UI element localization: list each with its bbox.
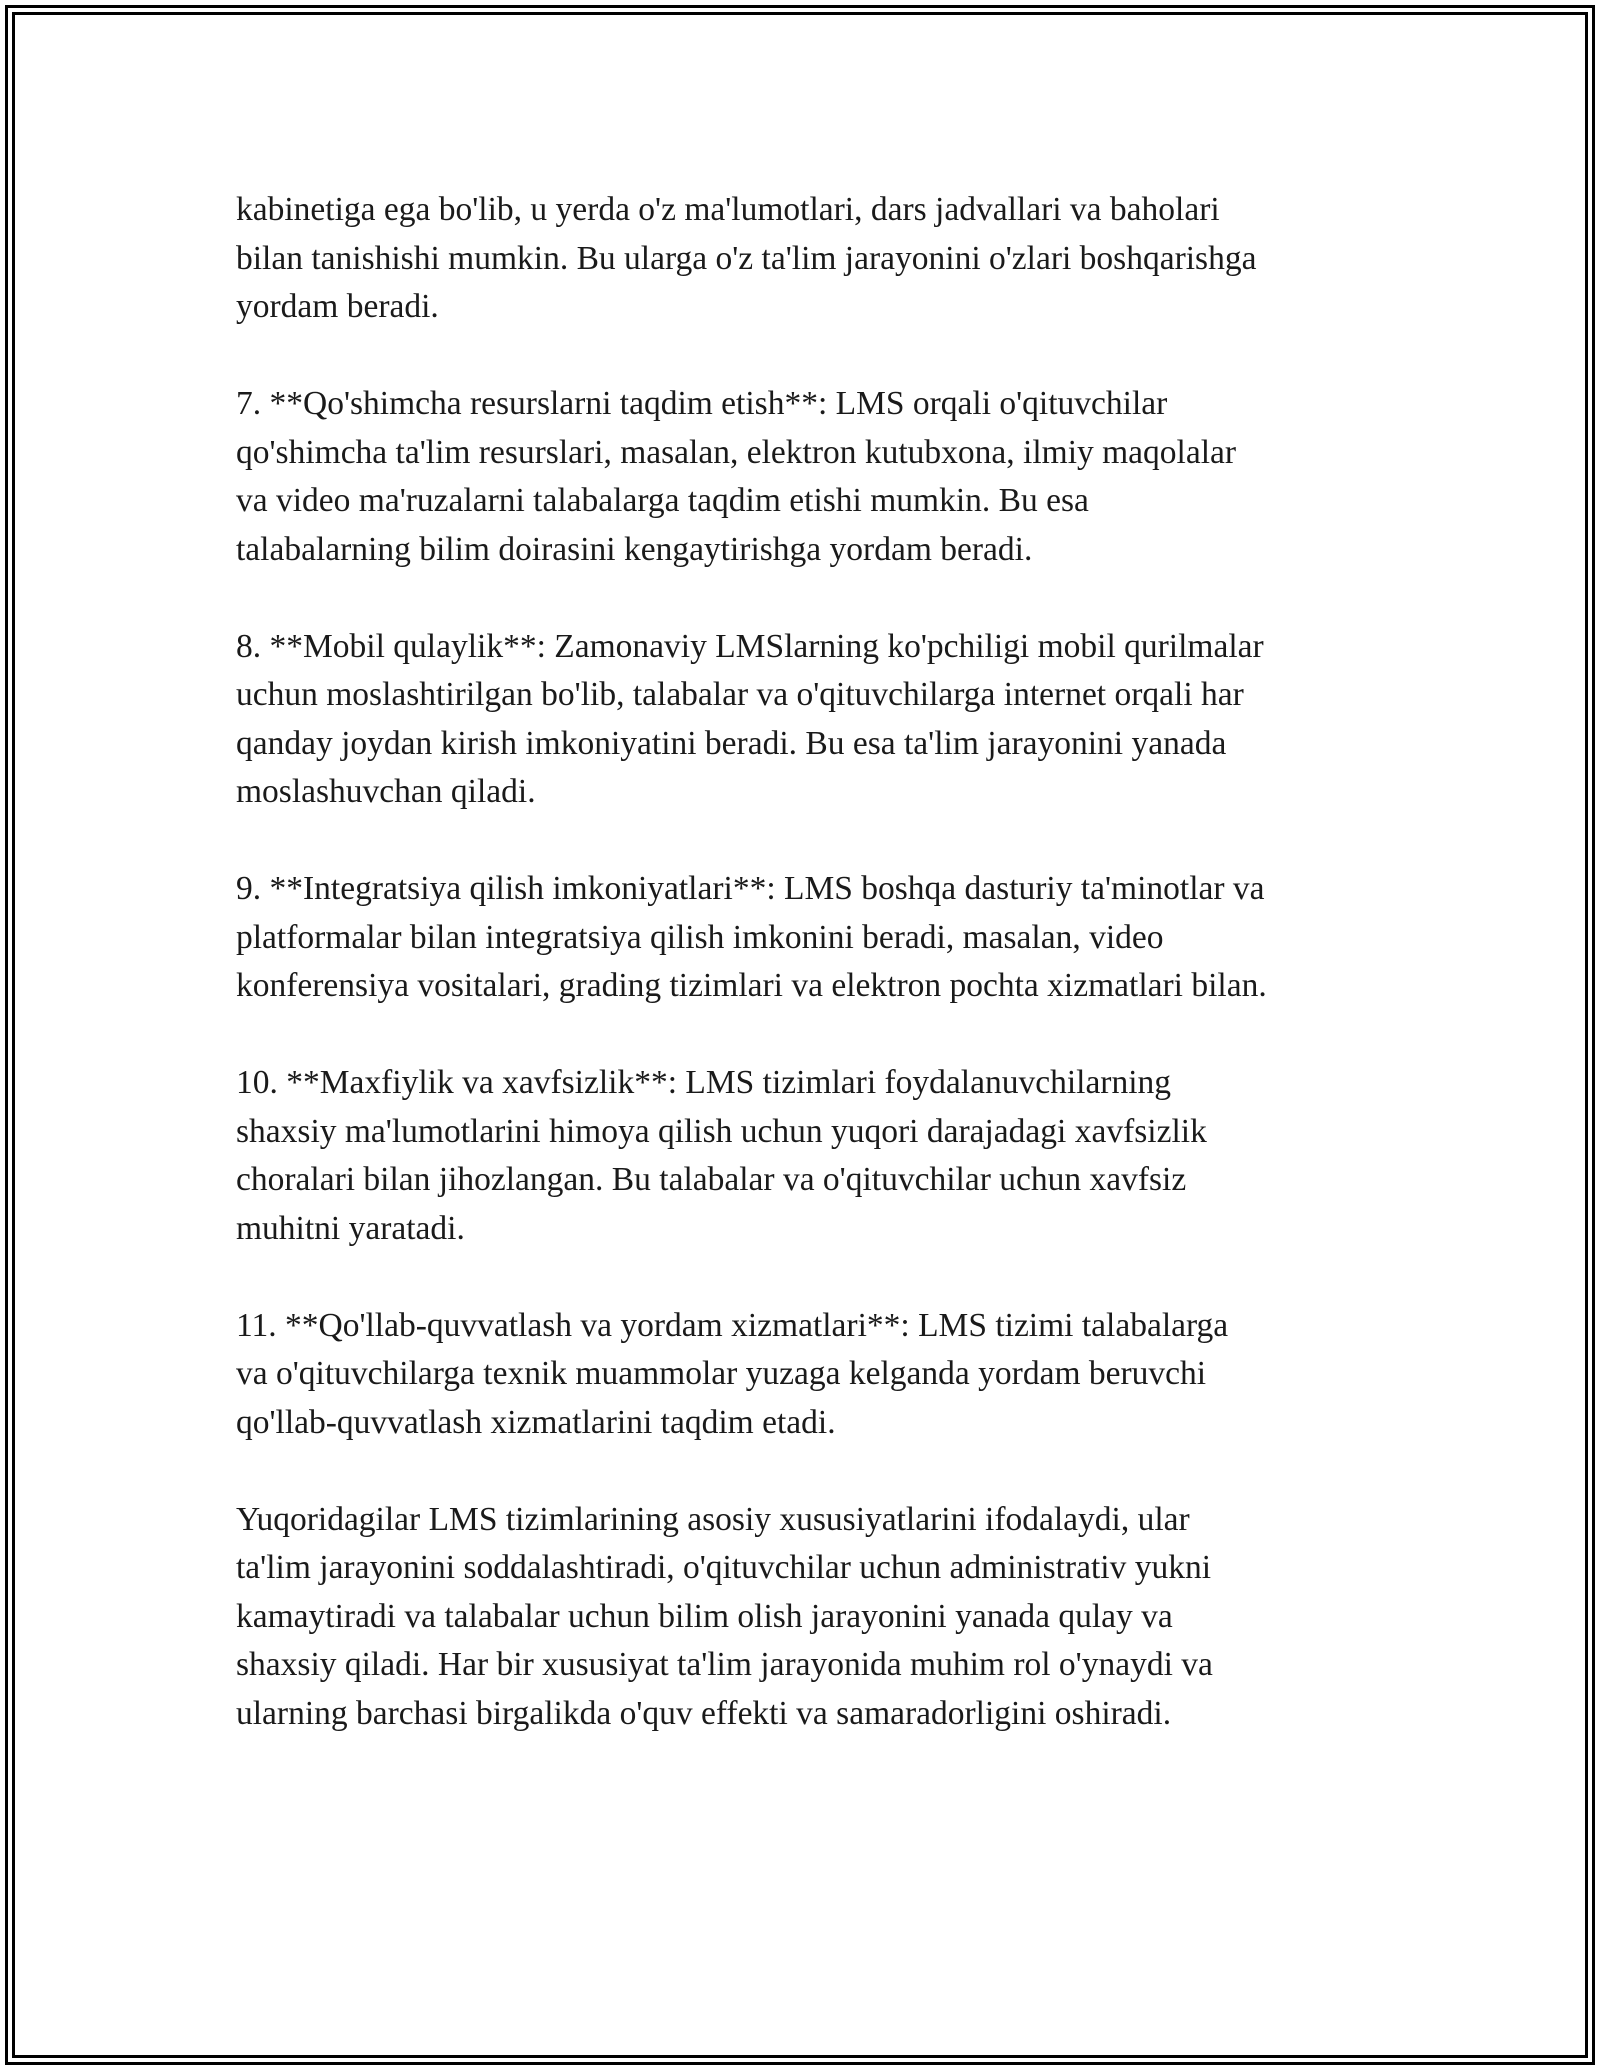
paragraph-item-11	[236, 1302, 1376, 1448]
text-line: va video ma'ruzalarni talabalarga taqdim etishi mumkin. Bu esa	[236, 482, 1089, 519]
text-line: uchun moslashtirilgan bo'lib, talabalar va o'qituvchilarga internet orqali har	[236, 676, 1244, 713]
text-line: shaxsiy ma'lumotlarini himoya qilish uchun yuqori darajadagi xavfsizlik	[236, 1112, 1207, 1150]
paragraph-conclusion	[236, 1496, 1376, 1739]
text-line: shaxsiy qiladi. Har bir xususiyat ta'lim jarayonida muhim rol o'ynaydi va	[236, 1646, 1213, 1683]
text-line: konferensiya vositalari, grading tizimlari va elektron pochta xizmatlari bilan.	[236, 967, 1267, 1004]
paragraph-item-9	[236, 865, 1376, 1011]
text-line: va o'qituvchilarga texnik muammolar yuzaga kelganda yordam beruvchi	[236, 1355, 1207, 1392]
text-line: platformalar bilan integratsiya qilish imkonini beradi, masalan, video	[236, 918, 1164, 956]
text-line: ta'lim jarayonini soddalashtiradi, o'qituvchilar uchun administrativ yukni	[236, 1549, 1212, 1586]
text-line: kabinetiga ega bo'lib, u yerda o'z ma'lumotlari, dars jadvallari va baholari	[236, 191, 1220, 228]
text-line: qo'shimcha ta'lim resurslari, masalan, elektron kutubxona, ilmiy maqolalar	[236, 433, 1237, 471]
text-line: 11. **Qo'llab-quvvatlash va yordam xizmatlari**: LMS tizimi talabalarga	[236, 1306, 1229, 1344]
text-line: kamaytiradi va talabalar uchun bilim olish jarayonini yanada qulay va	[236, 1597, 1173, 1635]
text-line: choralari bilan jihozlangan. Bu talabalar va o'qituvchilar uchun xavfsiz	[236, 1161, 1187, 1198]
text-line: 9. **Integratsiya qilish imkoniyatlari**: LMS boshqa dasturiy ta'minotlar va	[236, 870, 1265, 907]
text-line: ularning barchasi birgalikda o'quv effekti va samaradorligini oshiradi.	[236, 1694, 1172, 1732]
text-line: qo'llab-quvvatlash xizmatlarini taqdim etadi.	[236, 1403, 836, 1441]
paragraph-continuation	[236, 186, 1376, 332]
document-body	[236, 186, 1376, 1738]
text-line: moslashuvchan qiladi.	[236, 773, 536, 810]
paragraph-item-7	[236, 380, 1376, 574]
text-line: yordam beradi.	[236, 288, 439, 325]
text-line: qanday joydan kirish imkoniyatini beradi. Bu esa ta'lim jarayonini yanada	[236, 724, 1227, 762]
text-line: 7. **Qo'shimcha resurslarni taqdim etish**: LMS orqali o'qituvchilar	[236, 385, 1168, 422]
text-line: 8. **Mobil qulaylik**: Zamonaviy LMSlarning ko'pchiligi mobil qurilmalar	[236, 627, 1264, 665]
text-line: muhitni yaratadi.	[236, 1209, 465, 1247]
text-line: Yuqoridagilar LMS tizimlarining asosiy xususiyatlarini ifodalaydi, ular	[236, 1500, 1190, 1538]
paragraph-item-8	[236, 623, 1376, 817]
text-line: bilan tanishishi mumkin. Bu ularga o'z ta'lim jarayonini o'zlari boshqarishga	[236, 239, 1257, 277]
text-line: 10. **Maxfiylik va xavfsizlik**: LMS tizimlari foydalanuvchilarning	[236, 1064, 1172, 1101]
paragraph-item-10	[236, 1059, 1376, 1253]
text-line: talabalarning bilim doirasini kengaytirishga yordam beradi.	[236, 530, 1033, 568]
